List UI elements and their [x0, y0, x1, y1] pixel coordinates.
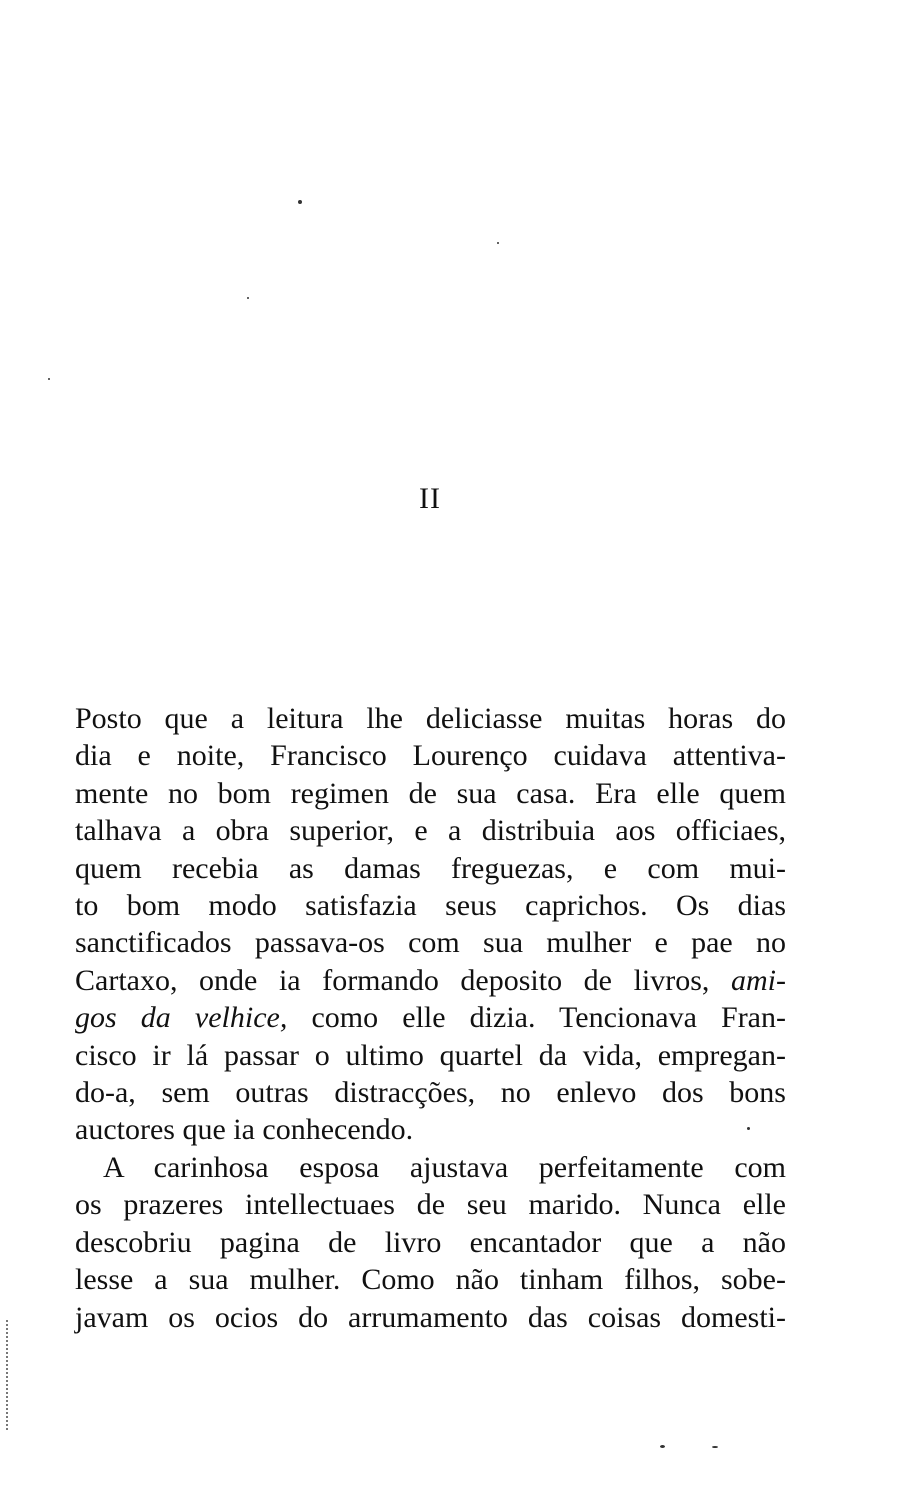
text-line: cisco ir lá passar o ultimo quartel da vida, empregan- — [75, 1038, 786, 1072]
text-line: to bom modo satisfazia seus caprichos. Os dias — [75, 889, 786, 923]
paragraph-1 — [75, 700, 786, 1149]
text-line: dia e noite, Francisco Lourenço cuidava attentiva- — [75, 739, 786, 773]
text-line: sanctificados passava-os com sua mulher e pae no — [75, 926, 786, 960]
text-line: gos da velhice, como elle dizia. Tencionava Fran- — [75, 1001, 786, 1035]
chapter-heading: II — [419, 482, 441, 515]
italic-phrase: ami- — [709, 963, 787, 997]
paragraph-2 — [75, 1149, 786, 1336]
scan-speck — [497, 242, 499, 244]
text-line: A carinhosa esposa ajustava perfeitamente com — [103, 1150, 786, 1184]
text-line: os prazeres intellectuaes de seu marido. Nunca elle — [75, 1188, 786, 1222]
text-line: javam os ocios do arrumamento das coisas domesti- — [75, 1300, 786, 1334]
text-line: quem recebia as damas freguezas, e com mui- — [75, 851, 786, 885]
scan-edge-mark — [6, 1320, 10, 1430]
text-line: talhava a obra superior, e a distribuia aos officiaes, — [75, 814, 786, 848]
text-line: descobriu pagina de livro encantador que a não — [75, 1225, 786, 1259]
text-line: lesse a sua mulher. Como não tinham filhos, sobe- — [75, 1263, 786, 1297]
scan-speck — [298, 200, 302, 204]
text-line: do-a, sem outras distracções, no enlevo dos bons — [75, 1076, 786, 1110]
text-line: Cartaxo, onde ia formando deposito de livros, ami- — [75, 963, 787, 997]
text-line: auctores que ia conhecendo. — [75, 1113, 414, 1147]
scan-speck — [247, 297, 249, 299]
scan-speck — [712, 1446, 718, 1448]
scan-speck — [660, 1445, 665, 1448]
italic-phrase: gos da velhice, — [75, 1001, 288, 1035]
scan-speck — [747, 1127, 750, 1130]
scan-speck — [48, 378, 50, 380]
body-text — [75, 700, 786, 1336]
text-line: mente no bom regimen de sua casa. Era elle quem — [75, 776, 786, 810]
text-line: Posto que a leitura lhe deliciasse muitas horas do — [75, 702, 786, 735]
